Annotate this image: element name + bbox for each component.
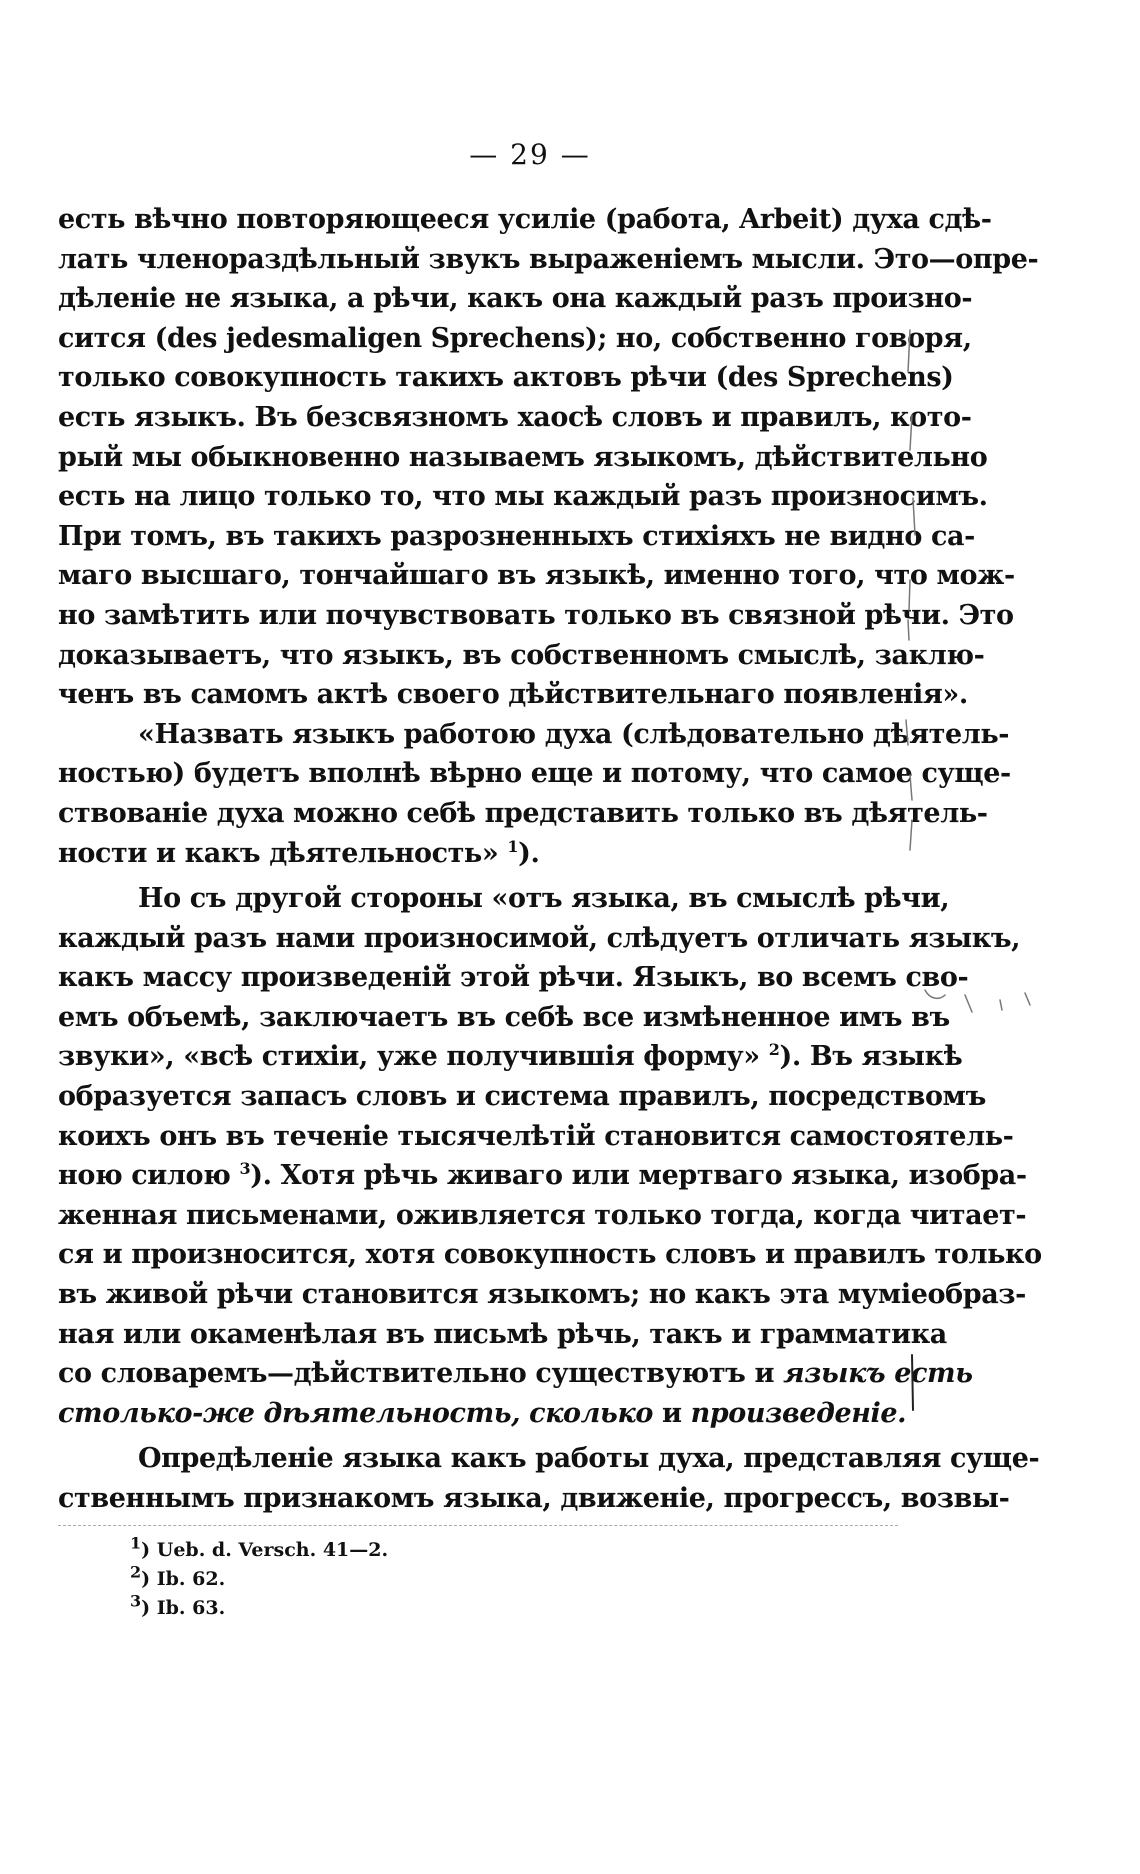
text-line: Опредѣленіе языка какъ работы духа, представляя суще- xyxy=(138,1443,1040,1475)
text-line: ствованіе духа можно себѣ представить только въ дѣятель- xyxy=(58,797,988,829)
footnote-mark: 1 xyxy=(130,1533,142,1553)
text-line: есть языкъ. Въ безсвязномъ хаосѣ словъ и правилъ, кото- xyxy=(58,401,972,433)
footnote-text: ) Ueb. d. Versch. 41—2. xyxy=(141,1539,389,1561)
text-line: есть на лицо только то, что мы каждый разъ произносимъ. xyxy=(58,481,988,513)
footnote-item xyxy=(130,1591,388,1623)
text-line: рый мы обыкновенно называемъ языкомъ, дѣйствительно xyxy=(58,441,988,473)
text-line: Но съ другой стороны «отъ языка, въ смыслѣ рѣчи, xyxy=(138,883,950,915)
text-line xyxy=(58,1156,1027,1196)
pencil-line xyxy=(965,995,972,1012)
text-line: дѣленіе не языка, а рѣчи, какъ она каждый разъ произно- xyxy=(58,283,973,315)
footnote-text: ) Ib. 63. xyxy=(141,1597,226,1619)
footnote-ref: 3 xyxy=(239,1159,251,1179)
text-line: «Назвать языкъ работою духа (слѣдовательно дѣятель- xyxy=(138,718,1010,750)
text-line: лать членораздѣльный звукъ выраженіемъ мысли. Это—опре- xyxy=(58,243,1039,275)
text-line: маго высшаго, тончайшаго въ языкѣ, именно того, что мож- xyxy=(58,560,1015,592)
footnote-ref: 2 xyxy=(768,1040,780,1060)
text-line: но замѣтить или почувствовать только въ связной рѣчи. Это xyxy=(58,599,1014,631)
text-line: доказываетъ, что языкъ, въ собственномъ смыслѣ, заклю- xyxy=(58,639,985,671)
text-line: ченъ въ самомъ актѣ своего дѣйствительнаго появленія». xyxy=(58,679,968,711)
text-fragment: звуки», «всѣ стихіи, уже получившія форму» xyxy=(58,1041,760,1073)
text-line: коихъ онъ въ теченіе тысячелѣтій становится самостоятель- xyxy=(58,1120,1014,1152)
footnote-item xyxy=(130,1562,388,1594)
pencil-line xyxy=(1025,993,1030,1005)
text-fragment: ности и какъ дѣятельность» xyxy=(58,837,499,869)
footnotes xyxy=(130,1533,389,1623)
text-line: какъ массу произведеній этой рѣчи. Языкъ, во всемъ сво- xyxy=(58,962,969,994)
text-line: ственнымъ признакомъ языка, движеніе, прогрессъ, возвы- xyxy=(58,1483,1010,1514)
footnote-ref: 1 xyxy=(507,836,519,856)
text-line xyxy=(58,1394,907,1434)
text-fragment: ). Хотя рѣчь живаго или мертваго языка, изобра- xyxy=(250,1160,1027,1192)
text-line xyxy=(58,1354,973,1394)
text-fragment: и xyxy=(661,1397,682,1429)
text-line: При томъ, въ такихъ разрозненныхъ стихіяхъ не видно са- xyxy=(58,520,975,552)
text-line: образуется запасъ словъ и система правилъ, посредствомъ xyxy=(58,1081,986,1113)
italic-emphasis: столько-же дѣятельность, сколько xyxy=(58,1397,653,1429)
text-line: каждый разъ нами произносимой, слѣдуетъ отличать языкъ, xyxy=(58,922,1021,954)
text-fragment: ). xyxy=(518,837,540,869)
italic-emphasis: языкъ есть xyxy=(783,1358,973,1390)
text-fragment: со словаремъ—дѣйствительно существуютъ и xyxy=(58,1358,775,1390)
text-line: ся и произносится, хотя совокупность словъ и правилъ только xyxy=(58,1239,1042,1271)
footnote-text: ) Ib. 62. xyxy=(141,1568,226,1590)
pencil-line xyxy=(1000,1000,1002,1010)
footnote-separator xyxy=(58,1525,898,1526)
text-line: сится (des jedesmaligen Sprechens); но, собственно говоря, xyxy=(58,322,972,354)
italic-emphasis: произведеніе. xyxy=(690,1397,907,1429)
body-text xyxy=(58,200,1042,1519)
text-line: ная или окаменѣлая въ письмѣ рѣчь, такъ и грамматика xyxy=(58,1318,947,1350)
footnote-item xyxy=(130,1533,389,1565)
footnote-mark: 2 xyxy=(130,1562,142,1582)
text-line: ностью) будетъ вполнѣ вѣрно еще и потому, что самое суще- xyxy=(58,758,1011,790)
text-line: въ живой рѣчи становится языкомъ; но какъ эта муміеобраз- xyxy=(58,1279,1026,1311)
text-line xyxy=(58,834,898,874)
page-number: — 29 — xyxy=(469,138,591,171)
text-line: есть вѣчно повторяющееся усиліе (работа, Arbeit) духа сдѣ- xyxy=(58,204,992,235)
text-fragment: ). Въ языкѣ xyxy=(779,1041,963,1073)
footnote-mark: 3 xyxy=(130,1591,142,1611)
text-line: женная письменами, оживляется только тогда, когда читает- xyxy=(58,1199,1027,1231)
text-line: емъ объемѣ, заключаетъ въ себѣ все измѣненное имъ въ xyxy=(58,1001,950,1033)
text-fragment: ною силою xyxy=(58,1160,231,1192)
text-line xyxy=(58,1037,963,1077)
text-line: только совокупность такихъ актовъ рѣчи (des Sprechens) xyxy=(58,362,954,394)
